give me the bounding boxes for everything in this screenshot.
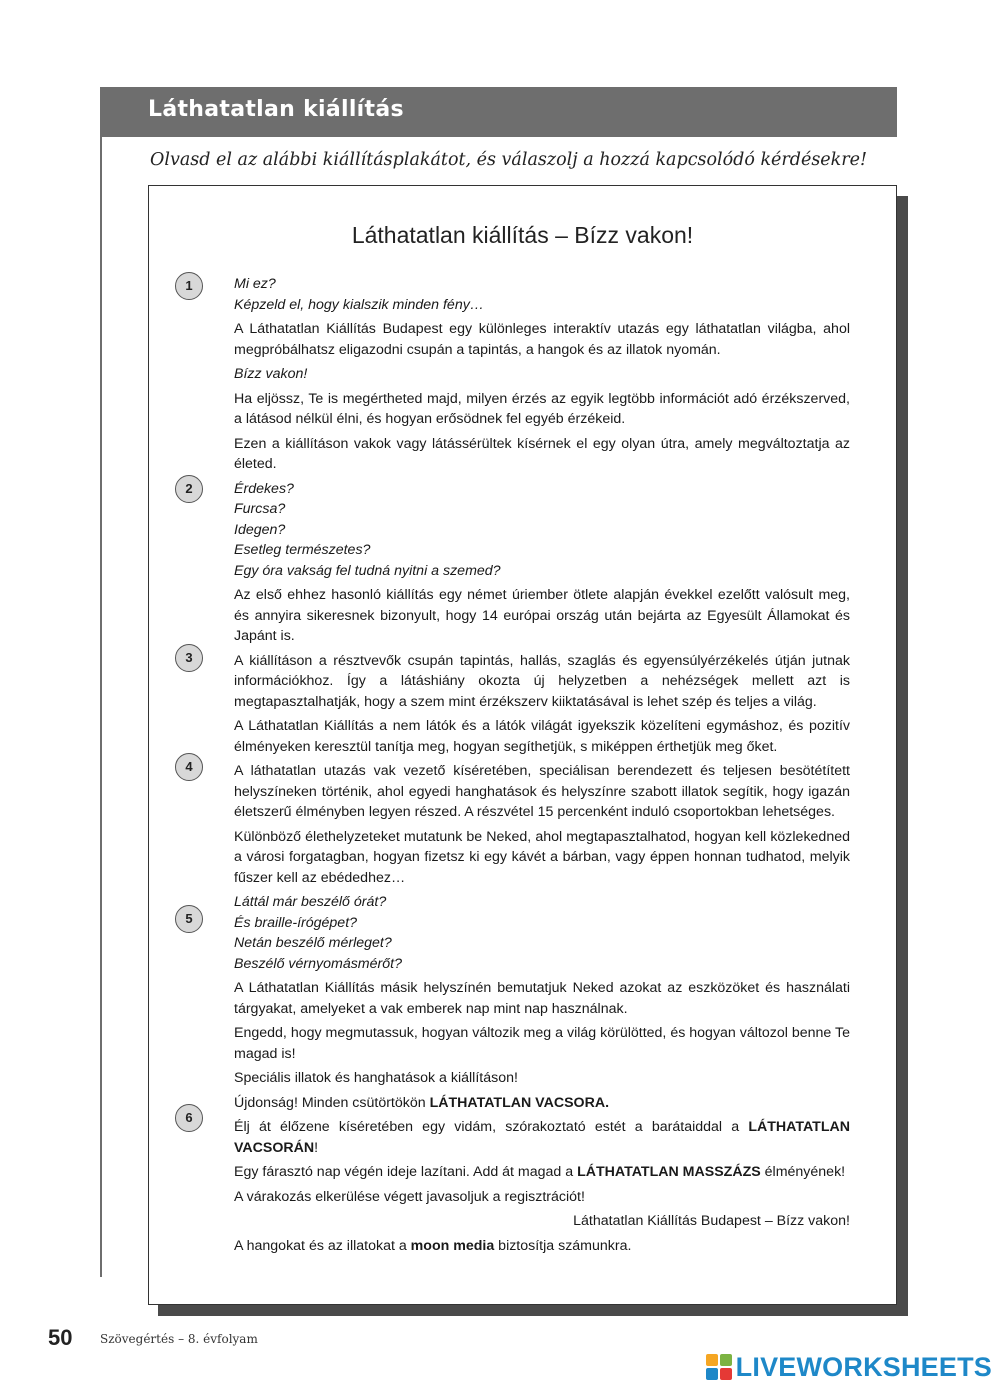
page-number: 50 xyxy=(48,1325,73,1350)
s1-paragraph: A Láthatatlan Kiállítás Budapest egy különleges interaktív utazás egy láthatatlan világba, ahol megpróbálhatsz eligazodni csupán a tapintás, a hangok és az illatok nyomán. xyxy=(234,321,850,358)
poster xyxy=(148,185,897,1305)
section-number-6: 6 xyxy=(175,1104,203,1132)
section-number-5: 5 xyxy=(175,905,203,933)
s3-paragraph: A kiállításon a résztvevők csupán tapintás, hallás, szaglás és egyensúlyérzékelés útján jutnak információkhoz. Így a látáshiány okozta új helyzetben a nehézségek mellett azt is megtapasztalhatják, hogy a szem mint érzékszerv kiiktatásával is lehet szép és teljes a világ. xyxy=(234,652,850,710)
section-number-4: 4 xyxy=(175,753,203,781)
s6-paragraph: A hangokat és az illatokat a moon media biztosítja számunkra. xyxy=(234,1237,632,1254)
s6-paragraph: Újdonság! Minden csütörtökön LÁTHATATLAN VACSORA. xyxy=(234,1094,610,1111)
s4-paragraph: Különböző élethelyzeteket mutatunk be Neked, ahol megtapasztalhatod, hogyan kell közlekedned a városi forgatagban, hogyan fizetsz ki egy kávét a bárban, vagy éppen honnan tudhatod, melyik fűszer kell az ebédedhez… xyxy=(234,828,850,886)
s2-question: Furcsa? xyxy=(234,501,286,517)
poster-content xyxy=(234,274,850,1260)
s6-paragraph: A várakozás elkerülése végett javasoljuk a regisztrációt! xyxy=(234,1188,585,1205)
brand-square-icon xyxy=(720,1368,732,1380)
s5-paragraph: Engedd, hogy megmutassuk, hogyan változik meg a világ körülötted, és hogyan változol benne Te magad is! xyxy=(234,1025,850,1062)
s1-question: Mi ez? xyxy=(234,276,276,292)
s1-paragraph: Ha eljössz, Te is megértheted majd, milyen érzés az egyik legtöbb információt adó érzékszerved, a látásod nélkül élni, és hogyan erősödnek fel egyéb érzékeid. xyxy=(234,390,850,427)
s3-paragraph: A Láthatatlan Kiállítás a nem látók és a látók világát igyekszik közelíteni egymáshoz, és pozitív élményeken keresztül tanítja meg, hogyan segíthetjük, s miképpen érthetjük meg őket. xyxy=(234,718,850,755)
s2-question: Esetleg természetes? xyxy=(234,542,371,558)
left-rule xyxy=(100,137,102,1277)
brand-text: LIVEWORKSHEETS xyxy=(735,1351,992,1382)
footer-text: Szövegértés – 8. évfolyam xyxy=(100,1332,258,1346)
s2-question: Egy óra vakság fel tudná nyitni a szemed? xyxy=(234,562,501,579)
s6-signature: Láthatatlan Kiállítás Budapest – Bízz vakon! xyxy=(573,1213,850,1229)
section-number-1: 1 xyxy=(175,272,203,300)
s5-question: Láttál már beszélő órát? xyxy=(234,894,387,910)
s6-paragraph: Egy fárasztó nap végén ideje lazítani. Add át magad a LÁTHATATLAN MASSZÁZS élményének! xyxy=(234,1164,846,1180)
s5-question: Netán beszélő mérleget? xyxy=(234,935,392,951)
s4-paragraph: A láthatatlan utazás vak vezető kíséretében, speciálisan berendezett és teljesen besötétített helyszíneken történik, ahol egyedi hanghatások és helyszínre szabott illatok segítik, hogy igazán életszerű élményben legyen részed. A részvétel 15 percenként induló csoportokban lehetséges. xyxy=(234,763,850,820)
brand-grid-icon xyxy=(706,1354,732,1380)
brand-square-icon xyxy=(706,1354,718,1366)
s5-question: És braille-írógépet? xyxy=(234,914,358,931)
poster-title: Láthatatlan kiállítás – Bízz vakon! xyxy=(351,222,694,248)
s5-paragraph: A Láthatatlan Kiállítás másik helyszínén bemutatjuk Neked azokat az eszközöket és használati tárgyakat, amelyeket a vak emberek nap mint nap használnak. xyxy=(234,980,850,1017)
s5-paragraph: Speciális illatok és hanghatások a kiállításon! xyxy=(234,1070,518,1086)
s2-question: Idegen? xyxy=(234,521,286,538)
s6-paragraph: Élj át élőzene kíséretében egy vidám, szórakoztató estét a barátaiddal a LÁTHATATLAN VACSORÁN! xyxy=(234,1119,850,1156)
page-title: Láthatatlan kiállítás xyxy=(148,97,404,122)
header-bar xyxy=(100,87,897,137)
instruction-text: Olvasd el az alábbi kiállításplakátot, és válaszolj a hozzá kapcsolódó kérdésekre! xyxy=(150,150,868,170)
s2-paragraph: Az első ehhez hasonló kiállítás egy német úriember ötlete alapján évekkel ezelőtt valósult meg, és annyira sikeresnek bizonyult, hogy 14 európai ország után bejárta az Egyesült Államokat és Japánt is. xyxy=(234,587,850,644)
s1-paragraph: Ezen a kiállításon vakok vagy látássérültek kísérnek el egy olyan útra, amely megváltoztatja az életed. xyxy=(234,435,850,472)
s2-question: Érdekes? xyxy=(234,480,294,497)
s1-question: Bízz vakon! xyxy=(234,366,308,382)
brand-square-icon xyxy=(720,1354,732,1366)
s5-question: Beszélő vérnyomásmérőt? xyxy=(234,955,402,972)
brand-square-icon xyxy=(706,1368,718,1380)
s1-question: Képzeld el, hogy kialszik minden fény… xyxy=(234,296,484,313)
section-number-3: 3 xyxy=(175,644,203,672)
section-number-2: 2 xyxy=(175,475,203,503)
brand-logo xyxy=(706,1352,992,1382)
